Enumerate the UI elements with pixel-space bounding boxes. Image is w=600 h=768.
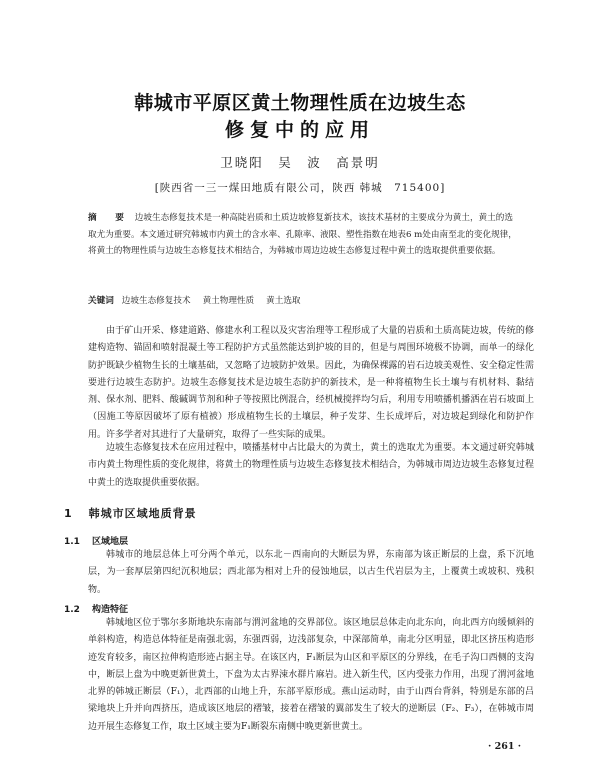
- subsection-heading-1-2: [64, 602, 128, 615]
- abstract-text: 边坡生态修复技术是一种高陡岩质和土质边坡修复新技术，该技术基材的主要成分为黄土，黄土的选取尤为重要。本文通过研究韩城市内黄土的含水率、孔隙率、液限、塑性指数在地表6 m处由南至北的变化规律，将黄土的物理性质与边坡生态修复技术相结合，为韩城市周边边坡生态修复过程中黄土的选取提供重要依据。: [88, 213, 517, 257]
- subsection-number: 1.1: [64, 537, 80, 547]
- page-number: · 261 ·: [488, 741, 522, 752]
- paper-title-line2: 修复中的应用: [224, 119, 375, 141]
- structure-paragraph: 韩城地区位于鄂尔多斯地块东南部与渭河盆地的交界部位。该区地层总体走向北东向，向北西方向缓倾斜的单斜构造，构造总体特征是南强北弱，东强西弱，边浅部复杂，中深部简单，南北分区明显，即北区挤压构造形迹发育较多，南区拉伸构造形迹占据主导。在该区内，F₁断层为山区和平原区的分界线，在毛子沟口西侧的支沟中，断层上盘为中晚更新世黄土，下盘为太古界涑水群片麻岩。进入新生代，区内受张力作用，出现了渭河盆地北界的韩城正断层（F₁），北西部的山地上升，东部平原形成。燕山运动时，由于山西台背斜，特别是东部的吕梁地块上升并向西挤压，造成该区地层的褶皱，接着在褶皱的翼部发生了较大的逆断层（F₂、F₃），在韩城市周边开展生态修复工作，取土区域主要为F₁断裂东南侧中晚更新世黄土。: [88, 618, 534, 732]
- subsection-title: 区域地层: [91, 537, 128, 547]
- authors: 卫晓阳 吴 波 高景明: [220, 155, 380, 170]
- intro-paragraph-1: 由于矿山开采、修建道路、修建水利工程以及灾害治理等工程形成了大量的岩质和土质高陡边坡，传统的修建构造物、锚固和喷射混凝土等工程防护方式虽然能达到护坡的目的，但是与周围环境极不协调，而单一的绿化防护既缺少植物生长的土壤基础，又忽略了边坡防护效果。因此，为确保裸露的岩石边坡美观性、安全稳定性需要进行边坡生态防护。边坡生态修复技术是边坡生态防护的新技术，是一种将植物生长土壤与有机材料、黏结剂、保水剂、肥料、酸碱调节剂和种子等按照比例混合，经机械搅拌均匀后，利用专用喷播机播洒在岩石坡面上（因施工等原因破坏了原有植被）形成植物生长的土壤层，种子发芽、生长成坪后，对边坡起到绿化和防护作用。许多学者对其进行了大量研究，取得了一些实际的成果。: [88, 326, 534, 440]
- section-number: 1: [64, 507, 73, 520]
- strata-paragraph: 韩城市的地层总体上可分两个单元，以东北－西南向的大断层为界，东南部为该正断层的上盘，系下沉地层，为一套厚层第四纪沉积地层；西北部为相对上升的侵蚀地层，以古生代岩层为主，上覆黄土或坡积、残积物。: [88, 550, 534, 595]
- keyword-item: 边坡生态修复技术: [121, 296, 191, 306]
- abstract-label: 摘 要: [88, 213, 129, 223]
- section-heading-1: [64, 505, 197, 521]
- keywords: [88, 294, 518, 306]
- keyword-item: 黄土选取: [266, 296, 301, 306]
- keyword-item: 黄土物理性质: [202, 296, 255, 306]
- subsection-number: 1.2: [64, 605, 80, 615]
- affiliation: [陕西省一三一煤田地质有限公司，陕西 韩城 715400]: [154, 182, 446, 194]
- subsection-heading-1-1: [64, 534, 128, 547]
- abstract: [88, 210, 518, 260]
- keywords-label: 关键词: [88, 296, 114, 306]
- subsection-title: 构造特征: [91, 605, 128, 615]
- paper-title-line1: 韩城市平原区黄土物理性质在边坡生态: [134, 92, 466, 114]
- section-title: 韩城市区域地质背景: [88, 507, 197, 520]
- intro-paragraph-2: 边坡生态修复技术在应用过程中，喷播基材中占比最大的为黄土，黄土的选取尤为重要。本文通过研究韩城市内黄土物理性质的变化规律，将黄土的物理性质与边坡生态修复技术相结合，为韩城市周边边坡生态修复过程中黄土的选取提供重要依据。: [88, 443, 534, 488]
